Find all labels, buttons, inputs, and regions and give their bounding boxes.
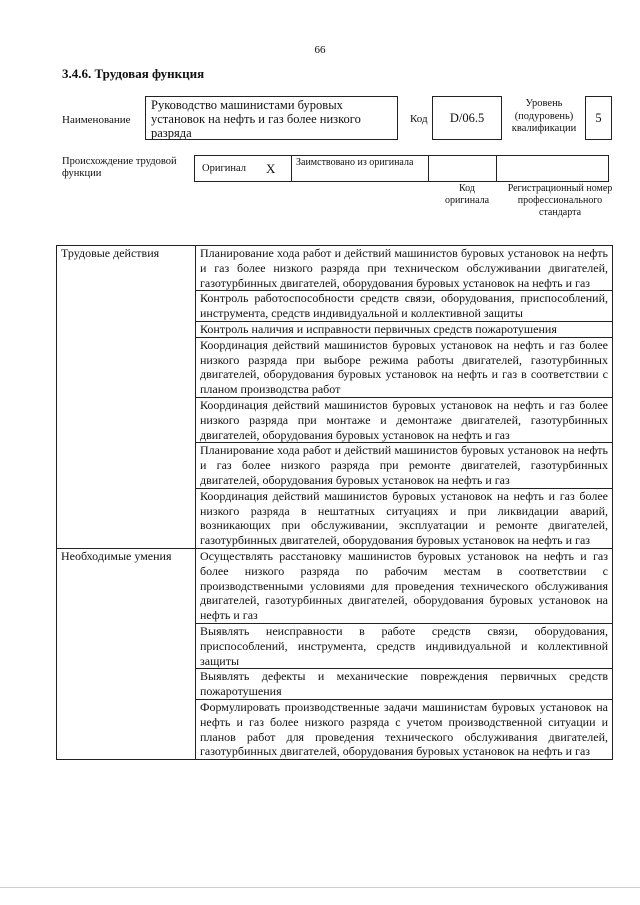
- list-item: Формулировать производственные задачи машинистам буровых установок на нефть и газ более низкого разряда с учетом производственной ситуации и планов работ для проведения технического обслуживания двигателей, газотурбинных двигателей, оборудования буровых установок на нефть и газ: [196, 699, 613, 759]
- list-item: Выявлять дефекты и механические повреждения первичных средств пожаротушения: [196, 669, 613, 700]
- origin-label: [62, 156, 190, 180]
- qualification-level-label: Уровень (подуровень) квалификации: [511, 98, 577, 134]
- list-item: Координация действий машинистов буровых установок на нефть и газ более низкого разряда при монтаже и демонтаже двигателей, газотурбинных двигателей, оборудования буровых установок на нефть и газ: [196, 397, 613, 442]
- origin-table: [195, 155, 612, 182]
- name-label: Наименование: [62, 114, 131, 126]
- list-item: Контроль работоспособности средств связи, оборудования, приспособлений, инструмента, средств индивидуальной и коллективной защиты: [196, 291, 613, 322]
- qualification-level-value: 5: [585, 96, 612, 140]
- reg-number-label: Регистрационный номер профессионального стандарта: [507, 183, 613, 218]
- origin-label-text: Происхождение трудовой функции: [62, 156, 177, 179]
- list-item: Осуществлять расстановку машинистов буровых установок на нефть и газ более низкого разряда по рабочим местам в соответствии с производственными условиями для проведения технического обслуживания двигателей, газотурбинных двигателей, оборудования буровых установок на нефть и газ: [196, 548, 613, 623]
- code-original-label: Код оригинала: [444, 183, 490, 206]
- original-mark: X: [266, 160, 276, 176]
- original-cell: [194, 155, 292, 182]
- list-item: Контроль наличия и исправности первичных средств пожаротушения: [196, 321, 613, 337]
- function-details-table: [56, 245, 613, 760]
- code-value: D/06.5: [432, 96, 502, 140]
- code-label: Код: [410, 113, 428, 125]
- section-heading: Необходимые умения: [57, 548, 196, 759]
- section-heading: Трудовые действия: [57, 246, 196, 549]
- page-number: 66: [314, 44, 326, 56]
- list-item: Планирование хода работ и действий машинистов буровых установок на нефть и газ более низкого разряда при техническом обслуживании двигателей, газотурбинных двигателей, оборудования буровых установок на нефть и газ: [196, 246, 613, 291]
- reg-number-cell: [496, 155, 609, 182]
- code-original-cell: [428, 155, 497, 182]
- function-name-value: Руководство машинистами буровых установок на нефть и газ более низкого разряда: [145, 96, 398, 140]
- list-item: Выявлять неисправности в работе средств связи, оборудования, приспособлений, инструмента, средств индивидуальной и коллективной защиты: [196, 623, 613, 668]
- section-title: 3.4.6. Трудовая функция: [62, 66, 205, 81]
- list-item: Планирование хода работ и действий машинистов буровых установок на нефть и газ более низкого разряда при ремонте двигателей, газотурбинных двигателей, оборудования буровых установок на нефть и газ: [196, 443, 613, 488]
- original-label: Оригинал: [202, 163, 246, 174]
- page-bottom-divider: [0, 887, 640, 888]
- table-row: [57, 246, 613, 291]
- list-item: Координация действий машинистов буровых установок на нефть и газ более низкого разряда при выборе режима работы двигателей, газотурбинных двигателей, оборудования буровых установок на нефть и газ в соответствии с планом производства работ: [196, 337, 613, 397]
- borrowed-label: Заимствовано из оригинала: [291, 155, 429, 182]
- table-row: [57, 548, 613, 623]
- list-item: Координация действий машинистов буровых установок на нефть и газ более низкого разряда в нештатных ситуациях и при ликвидации аварий, возникающих при обслуживании, эксплуатации и ремонте двигателей, газотурбинных двигателей, оборудования буровых установок на нефть и газ: [196, 488, 613, 548]
